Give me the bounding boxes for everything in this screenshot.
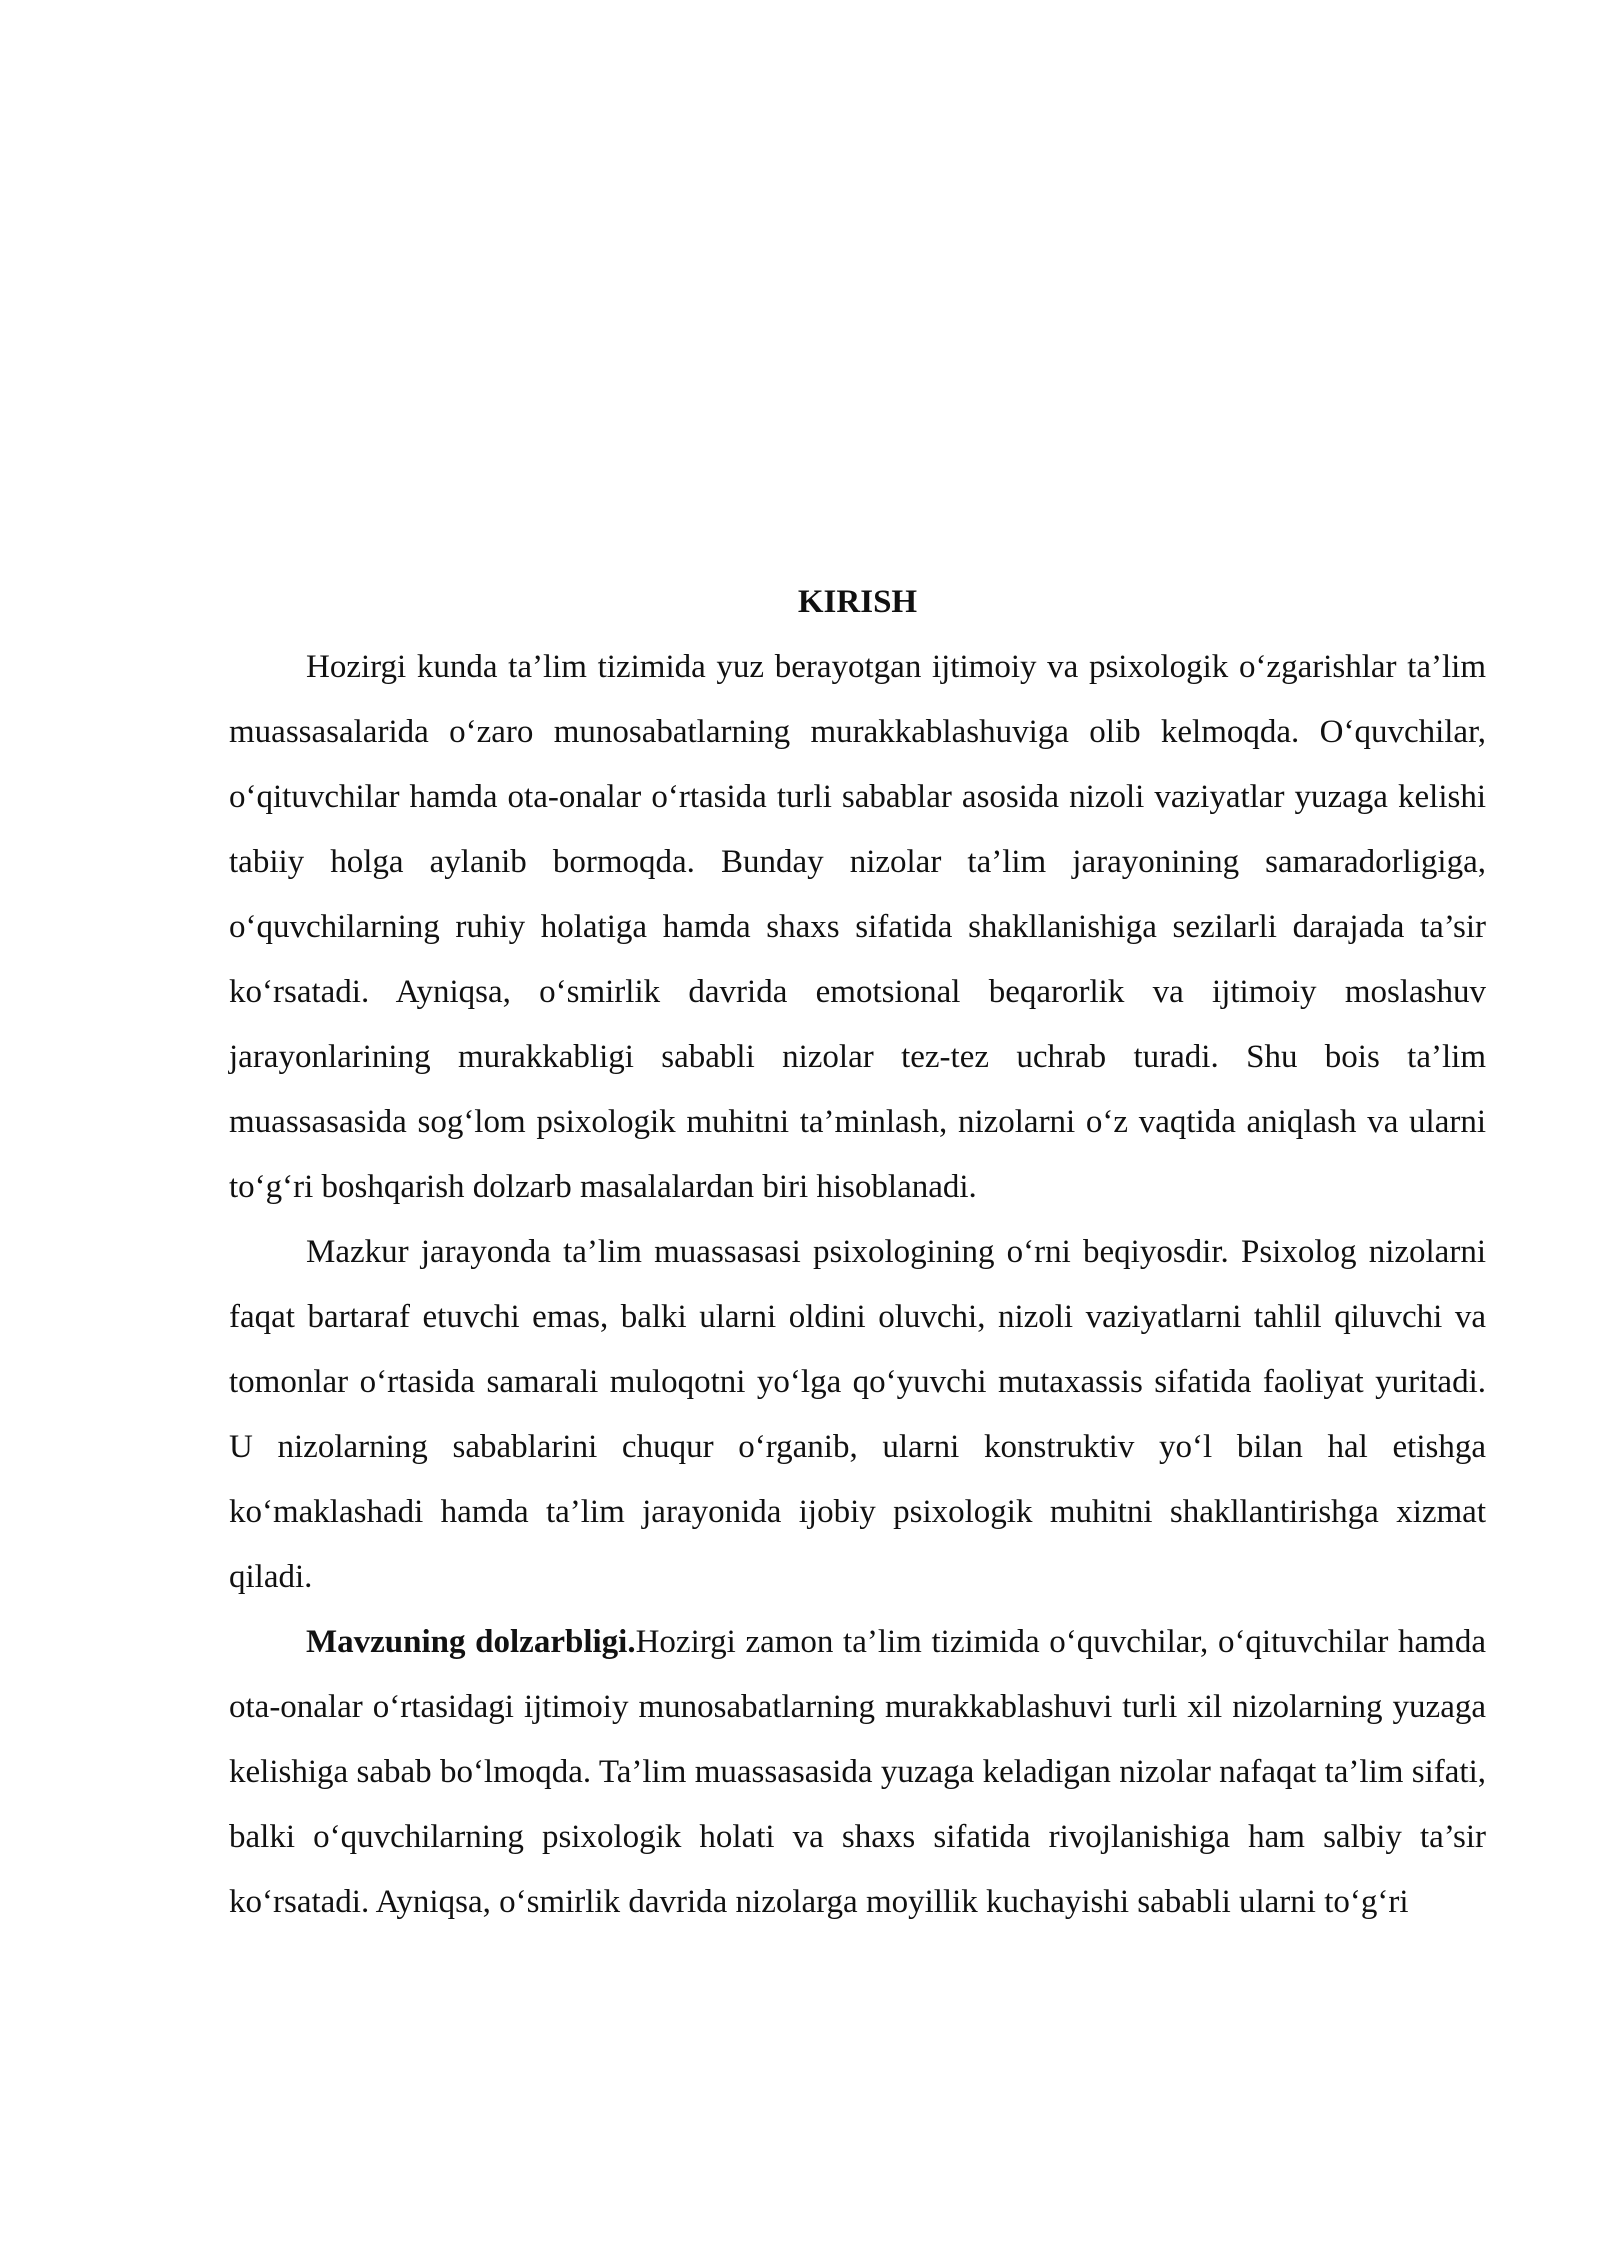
paragraph-3-lead: Mavzuning dolzarbligi. bbox=[306, 1624, 636, 1660]
section-title: KIRISH bbox=[797, 584, 918, 620]
document-body bbox=[229, 570, 1486, 1935]
paragraph-2 bbox=[229, 1220, 1486, 1610]
paragraph-3-text: Hozirgi zamon ta’lim tizimida o‘quvchilar, o‘qituvchilar hamda ota-onalar o‘rtasidagi ijtimoiy munosabatlarning murakkablashuvi turli xil nizolarning yuzaga kelishiga sabab bo‘lmoqda. Ta’lim muassasasida yuzaga keladigan nizolar nafaqat ta’lim sifati, balki o‘quvchilarning psixologik holati va shaxs sifatida rivojlanishiga ham salbiy ta’sir ko‘rsatadi. Ayniqsa, o‘smirlik davrida nizolarga moyillik kuchayishi sababli ularni to‘g‘ri bbox=[229, 1624, 1486, 1920]
paragraph-3 bbox=[229, 1610, 1486, 1935]
paragraph-1 bbox=[229, 635, 1486, 1220]
paragraph-2-text: Mazkur jarayonda ta’lim muassasasi psixologining o‘rni beqiyosdir. Psixolog nizolarni faqat bartaraf etuvchi emas, balki ularni oldini oluvchi, nizoli vaziyatlarni tahlil qiluvchi va tomonlar o‘rtasida samarali muloqotni yo‘lga qo‘yuvchi mutaxassis sifatida faoliyat yuritadi. U nizolarning sabablarini chuqur o‘rganib, ularni konstruktiv yo‘l bilan hal etishga ko‘maklashadi hamda ta’lim jarayonida ijobiy psixologik muhitni shakllantirishga xizmat qiladi. bbox=[229, 1234, 1486, 1595]
paragraph-1-text: Hozirgi kunda ta’lim tizimida yuz berayotgan ijtimoiy va psixologik o‘zgarishlar ta’lim muassasalarida o‘zaro munosabatlarning murakkablashuviga olib kelmoqda. O‘quvchilar, o‘qituvchilar hamda ota-onalar o‘rtasida turli sabablar asosida nizoli vaziyatlar yuzaga kelishi tabiiy holga aylanib bormoqda. Bunday nizolar ta’lim jarayonining samaradorligiga, o‘quvchilarning ruhiy holatiga hamda shaxs sifatida shakllanishiga sezilarli darajada ta’sir ko‘rsatadi. Ayniqsa, o‘smirlik davrida emotsional beqarorlik va ijtimoiy moslashuv jarayonlarining murakkabligi sababli nizolar tez-tez uchrab turadi. Shu bois ta’lim muassasasida sog‘lom psixologik muhitni ta’minlash, nizolarni o‘z vaqtida aniqlash va ularni to‘g‘ri boshqarish dolzarb masalalardan biri hisoblanadi. bbox=[229, 649, 1486, 1205]
